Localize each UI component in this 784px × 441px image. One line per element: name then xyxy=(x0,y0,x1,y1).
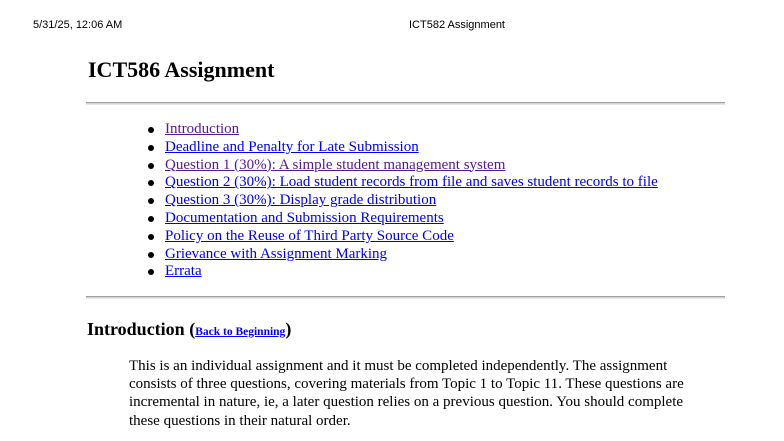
toc-link-question-1[interactable]: Question 1 (30%): A simple student management system xyxy=(165,156,506,173)
close-paren: ) xyxy=(285,319,292,339)
print-header xyxy=(0,19,784,33)
toc-item xyxy=(146,121,746,139)
bullet-icon xyxy=(148,234,154,240)
toc-item xyxy=(146,174,746,192)
toc-item xyxy=(146,139,746,157)
bullet-icon xyxy=(148,145,154,151)
print-document-title: ICT582 Assignment xyxy=(409,19,505,31)
bullet-icon xyxy=(148,252,154,258)
toc-link-deadline[interactable]: Deadline and Penalty for Late Submission xyxy=(165,138,419,155)
bullet-icon xyxy=(148,269,154,275)
paragraph-line: This is an individual assignment and it must be completed independently. The assignment xyxy=(129,358,668,374)
toc-link-introduction[interactable]: Introduction xyxy=(165,121,240,137)
toc-item xyxy=(146,192,746,210)
bullet-icon xyxy=(148,216,154,222)
bullet-icon xyxy=(148,198,154,204)
toc-item xyxy=(146,246,746,264)
toc-item xyxy=(146,228,746,246)
introduction-heading-text: Introduction xyxy=(87,319,185,339)
toc-item xyxy=(146,210,746,228)
toc-link-question-3[interactable]: Question 3 (30%): Display grade distribution xyxy=(165,192,437,209)
bullet-icon xyxy=(148,127,154,133)
paragraph-line: consists of three questions, covering materials from Topic 1 to Topic 11. These questions are xyxy=(129,376,684,393)
table-of-contents xyxy=(146,121,746,281)
toc-item xyxy=(146,263,746,281)
toc-link-policy[interactable]: Policy on the Reuse of Third Party Source Code xyxy=(165,227,454,244)
top-divider xyxy=(86,102,725,105)
toc-link-errata[interactable]: Errata xyxy=(165,263,202,280)
bullet-icon xyxy=(148,163,154,169)
introduction-paragraph xyxy=(129,357,729,430)
bullet-icon xyxy=(148,180,154,186)
toc-item xyxy=(146,157,746,175)
back-to-beginning-link[interactable]: Back to Beginning xyxy=(195,326,286,338)
print-datetime: 5/31/25, 12:06 AM xyxy=(33,19,123,31)
paragraph-line: these questions in their natural order. xyxy=(129,412,351,429)
open-paren: ( xyxy=(189,319,196,339)
page-title: ICT586 Assignment xyxy=(88,57,275,82)
toc-link-documentation[interactable]: Documentation and Submission Requirements xyxy=(165,209,444,226)
bottom-divider xyxy=(86,296,725,299)
toc-link-question-2[interactable]: Question 2 (30%): Load student records from file and saves student records to file xyxy=(165,174,658,191)
introduction-heading xyxy=(87,318,291,343)
toc-link-grievance[interactable]: Grievance with Assignment Marking xyxy=(165,245,388,262)
paragraph-line: incremental in nature, ie, a later question relies on a previous question. You should complete xyxy=(129,394,684,411)
